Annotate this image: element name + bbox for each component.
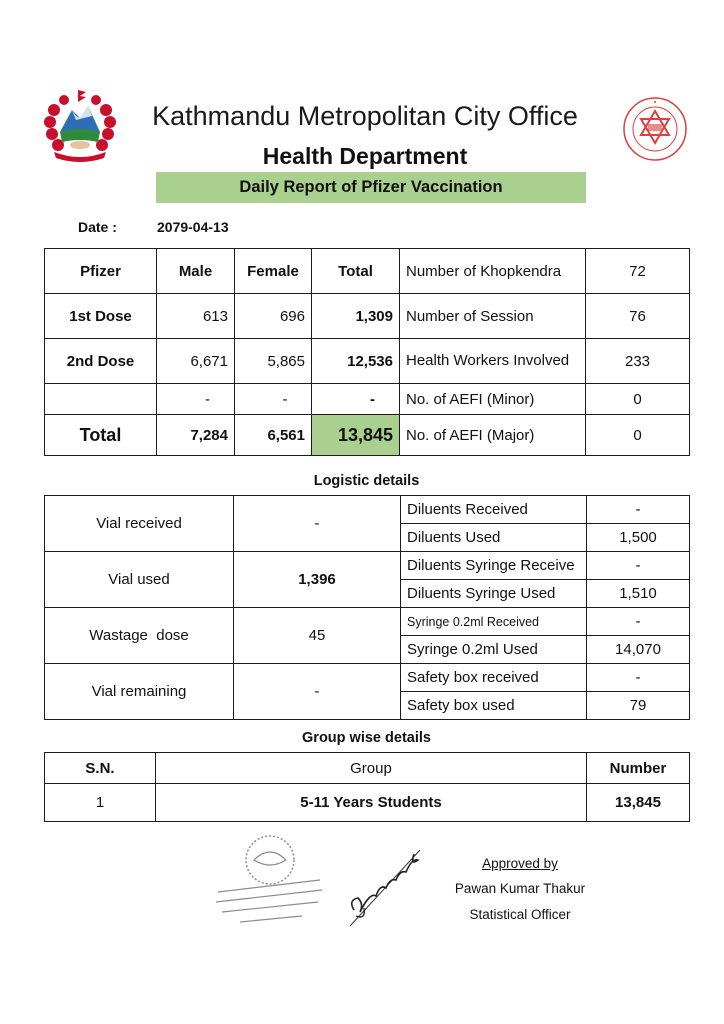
table-row xyxy=(45,664,690,692)
header-male: Male xyxy=(157,249,235,294)
stat-label: No. of AEFI (Minor) xyxy=(400,384,586,415)
male-count: 6,671 xyxy=(157,339,235,384)
total-count: 12,536 xyxy=(312,339,400,384)
vial-label: Vial remaining xyxy=(45,664,234,720)
supply-label: Safety box used xyxy=(401,692,587,720)
dose-label: 2nd Dose xyxy=(45,339,157,384)
logistic-details-title: Logistic details xyxy=(313,473,420,489)
group-number: 13,845 xyxy=(587,784,690,822)
total-label: Total xyxy=(45,415,157,456)
table-row xyxy=(45,294,690,339)
total-count: - xyxy=(312,384,400,415)
stat-label: No. of AEFI (Major) xyxy=(400,415,586,456)
header-group: Group xyxy=(156,753,587,784)
male-count: 613 xyxy=(157,294,235,339)
date-value: 2079-04-13 xyxy=(157,219,229,235)
vial-label: Wastage dose xyxy=(45,608,234,664)
male-count: - xyxy=(157,384,235,415)
supply-label: Syringe 0.2ml Received xyxy=(401,608,587,636)
table-row xyxy=(45,608,690,636)
supply-value: - xyxy=(587,608,690,636)
office-title: Kathmandu Metropolitan City Office xyxy=(152,101,578,131)
vaccination-summary-table xyxy=(44,248,690,456)
approved-by-label: Approved by xyxy=(482,856,558,871)
supply-label: Diluents Received xyxy=(401,496,587,524)
report-title-banner: Daily Report of Pfizer Vaccination xyxy=(156,172,586,203)
dose-label xyxy=(45,384,157,415)
table-header-row xyxy=(45,249,690,294)
vial-value: 1,396 xyxy=(234,552,401,608)
stat-value: 72 xyxy=(586,249,690,294)
supply-value: - xyxy=(587,496,690,524)
vial-value: 45 xyxy=(234,608,401,664)
supply-value: 1,510 xyxy=(587,580,690,608)
supply-value: 79 xyxy=(587,692,690,720)
stat-value: 0 xyxy=(586,384,690,415)
female-count: 696 xyxy=(235,294,312,339)
table-row xyxy=(45,339,690,384)
vial-label: Vial received xyxy=(45,496,234,552)
approver-name: Pawan Kumar Thakur xyxy=(454,881,586,896)
group-details-title: Group wise details xyxy=(302,730,431,746)
male-total: 7,284 xyxy=(157,415,235,456)
approver-designation: Statistical Officer xyxy=(469,907,571,922)
table-total-row xyxy=(45,415,690,456)
stat-label: Number of Session xyxy=(400,294,586,339)
header-number: Number xyxy=(587,753,690,784)
group-name: 5-11 Years Students xyxy=(156,784,587,822)
female-count: 5,865 xyxy=(235,339,312,384)
supply-label: Safety box received xyxy=(401,664,587,692)
nepal-government-emblem-icon xyxy=(40,88,120,164)
stat-value: 76 xyxy=(586,294,690,339)
vial-value: - xyxy=(234,664,401,720)
supply-label: Diluents Syringe Receive xyxy=(401,552,587,580)
header-total: Total xyxy=(312,249,400,294)
table-row xyxy=(45,384,690,415)
vial-label: Vial used xyxy=(45,552,234,608)
table-row xyxy=(45,784,690,822)
kathmandu-metropolitan-seal-icon xyxy=(622,96,688,162)
department-title: Health Department xyxy=(262,143,468,169)
stat-value: 233 xyxy=(586,339,690,384)
date-label: Date : xyxy=(78,219,117,235)
supply-value: 1,500 xyxy=(587,524,690,552)
group-details-table xyxy=(44,752,690,822)
supply-value: - xyxy=(587,664,690,692)
female-count: - xyxy=(235,384,312,415)
header-female: Female xyxy=(235,249,312,294)
header-sn: S.N. xyxy=(45,753,156,784)
group-sn: 1 xyxy=(45,784,156,822)
supply-value: 14,070 xyxy=(587,636,690,664)
supply-label: Syringe 0.2ml Used xyxy=(401,636,587,664)
female-total: 6,561 xyxy=(235,415,312,456)
supply-value: - xyxy=(587,552,690,580)
stat-label: Number of Khopkendra xyxy=(400,249,586,294)
table-row xyxy=(45,552,690,580)
supply-label: Diluents Used xyxy=(401,524,587,552)
stat-value: 0 xyxy=(586,415,690,456)
office-stamp-icon xyxy=(210,830,330,928)
stat-label: Health Workers Involved xyxy=(400,339,586,384)
logistic-details-table xyxy=(44,495,690,720)
grand-total: 13,845 xyxy=(312,415,400,456)
dose-label: 1st Dose xyxy=(45,294,157,339)
header-pfizer: Pfizer xyxy=(45,249,157,294)
vial-value: - xyxy=(234,496,401,552)
table-header-row xyxy=(45,753,690,784)
total-count: 1,309 xyxy=(312,294,400,339)
table-row xyxy=(45,496,690,524)
supply-label: Diluents Syringe Used xyxy=(401,580,587,608)
